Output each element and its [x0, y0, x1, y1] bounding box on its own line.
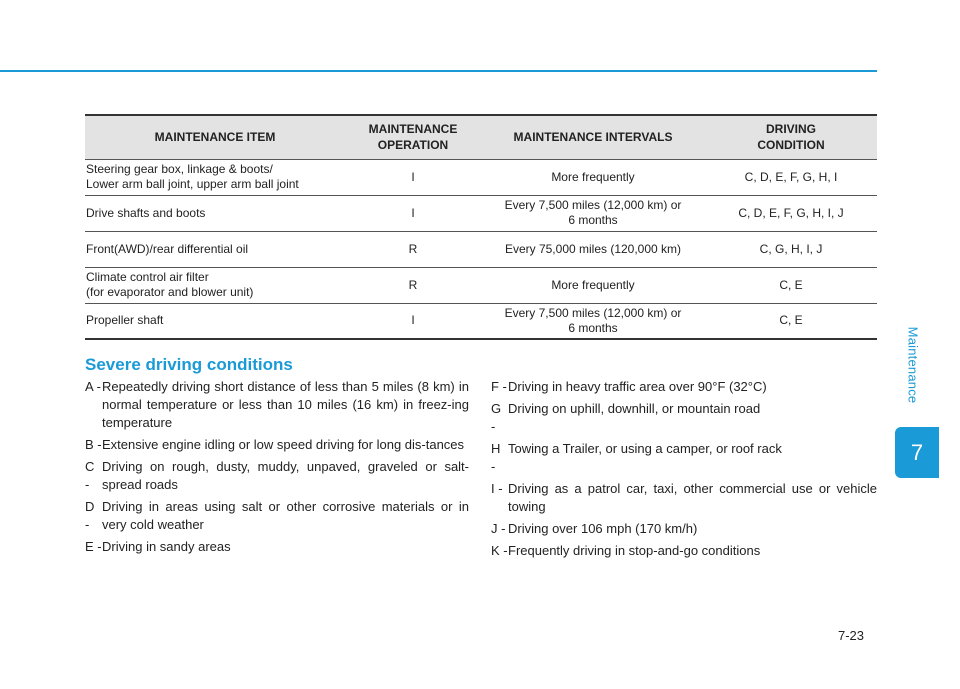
- cell-operation: R: [345, 231, 481, 267]
- cell-item: [85, 231, 345, 267]
- cell-interval-line: Every 7,500 miles (12,000 km) or: [504, 305, 682, 320]
- section-label-text: Maintenance: [905, 326, 921, 404]
- header-driving-condition: [705, 115, 877, 159]
- header-maintenance-operation: [345, 115, 481, 159]
- cell-interval: [481, 267, 705, 303]
- cell-operation: I: [345, 159, 481, 195]
- condition-text: Extensive engine idling or low speed driving for long dis-tances: [102, 437, 465, 452]
- cell-interval: [481, 303, 705, 339]
- cell-interval-line: Every 75,000 miles (120,000 km): [504, 241, 682, 256]
- cell-condition: C, G, H, I, J: [705, 231, 877, 267]
- condition-key: E -: [85, 539, 102, 554]
- condition-text: Driving over 106 mph (170 km/h): [508, 521, 698, 536]
- condition-text: Driving on uphill, downhill, or mountain road: [508, 401, 761, 416]
- cell-operation: I: [345, 195, 481, 231]
- condition-item: [85, 538, 469, 556]
- section-side-label: [893, 300, 933, 430]
- condition-text: Driving in sandy areas: [102, 539, 231, 554]
- table-row: [85, 231, 877, 267]
- cell-interval-line: Every 7,500 miles (12,000 km) or: [504, 198, 682, 212]
- conditions-list-left: [85, 378, 469, 560]
- header-operation-line: MAINTENANCE: [368, 122, 458, 137]
- condition-item: [491, 378, 877, 396]
- page-number: 7-23: [838, 628, 865, 643]
- header-condition-line: CONDITION: [757, 138, 825, 153]
- condition-key: J -: [491, 521, 506, 536]
- condition-key: I -: [491, 481, 503, 496]
- table-header-row: [85, 115, 877, 159]
- condition-key: G -: [491, 401, 502, 434]
- cell-condition: C, E: [705, 303, 877, 339]
- cell-item: [85, 159, 345, 195]
- condition-key: A -: [85, 379, 101, 394]
- header-rule: [0, 70, 877, 72]
- condition-key: C -: [85, 459, 95, 492]
- header-maintenance-intervals: MAINTENANCE INTERVALS: [481, 115, 705, 159]
- cell-condition: C, E: [705, 267, 877, 303]
- condition-item: [491, 520, 877, 538]
- cell-interval-line: 6 months: [568, 320, 618, 335]
- condition-text: Driving in areas using salt or other corrosive materials or in very cold weather: [102, 499, 469, 532]
- table-row: [85, 159, 877, 195]
- condition-item: [85, 378, 469, 432]
- condition-text: Driving as a patrol car, taxi, other commercial use or vehicle towing: [508, 481, 877, 514]
- cell-item-line: (for evaporator and blower unit): [86, 285, 254, 299]
- condition-item: [85, 458, 469, 494]
- header-operation-line: OPERATION: [377, 138, 449, 153]
- cell-operation: R: [345, 267, 481, 303]
- condition-item: [85, 436, 469, 454]
- table-row: [85, 195, 877, 231]
- chapter-tab[interactable]: 7: [895, 427, 939, 478]
- condition-key: D -: [85, 499, 95, 532]
- cell-interval: [481, 195, 705, 231]
- conditions-list-right: [491, 378, 877, 564]
- condition-text: Frequently driving in stop-and-go conditions: [508, 543, 761, 558]
- condition-key: B -: [85, 437, 102, 452]
- table-row: [85, 267, 877, 303]
- condition-text: Towing a Trailer, or using a camper, or roof rack: [508, 441, 782, 456]
- cell-item: [85, 267, 345, 303]
- cell-interval-line: More frequently: [551, 169, 635, 184]
- cell-interval-line: 6 months: [568, 213, 618, 227]
- header-maintenance-item: MAINTENANCE ITEM: [85, 115, 345, 159]
- condition-item: [491, 400, 877, 436]
- header-condition-line: DRIVING: [765, 122, 816, 137]
- cell-item-line: Climate control air filter: [86, 270, 209, 284]
- cell-interval-line: More frequently: [551, 277, 635, 292]
- condition-text: Driving in heavy traffic area over 90°F (32°C): [508, 379, 767, 394]
- condition-item: [491, 480, 877, 516]
- cell-item-line: Front(AWD)/rear differential oil: [86, 241, 249, 256]
- cell-item: [85, 303, 345, 339]
- cell-interval: [481, 231, 705, 267]
- condition-key: F -: [491, 379, 507, 394]
- severe-conditions-heading: Severe driving conditions: [85, 355, 293, 374]
- condition-item: [491, 542, 877, 560]
- cell-item-line: Drive shafts and boots: [86, 205, 206, 220]
- condition-item: [85, 498, 469, 534]
- cell-item: [85, 195, 345, 231]
- cell-condition: C, D, E, F, G, H, I: [705, 159, 877, 195]
- cell-item-line: Steering gear box, linkage & boots/: [86, 162, 273, 176]
- condition-item: [491, 440, 877, 476]
- cell-condition: C, D, E, F, G, H, I, J: [705, 195, 877, 231]
- cell-operation: I: [345, 303, 481, 339]
- table-row: [85, 303, 877, 339]
- cell-item-line: Propeller shaft: [86, 313, 164, 328]
- condition-key: H -: [491, 441, 501, 474]
- cell-item-line: Lower arm ball joint, upper arm ball joint: [86, 177, 299, 191]
- condition-text: Driving on rough, dusty, muddy, unpaved, graveled or salt-spread roads: [102, 459, 469, 492]
- condition-text: Repeatedly driving short distance of less than 5 miles (8 km) in normal temperature or less than 10 miles (16 km) in freez-ing temperature: [102, 379, 469, 430]
- condition-key: K -: [491, 543, 508, 558]
- cell-interval: [481, 159, 705, 195]
- maintenance-table: [85, 114, 877, 340]
